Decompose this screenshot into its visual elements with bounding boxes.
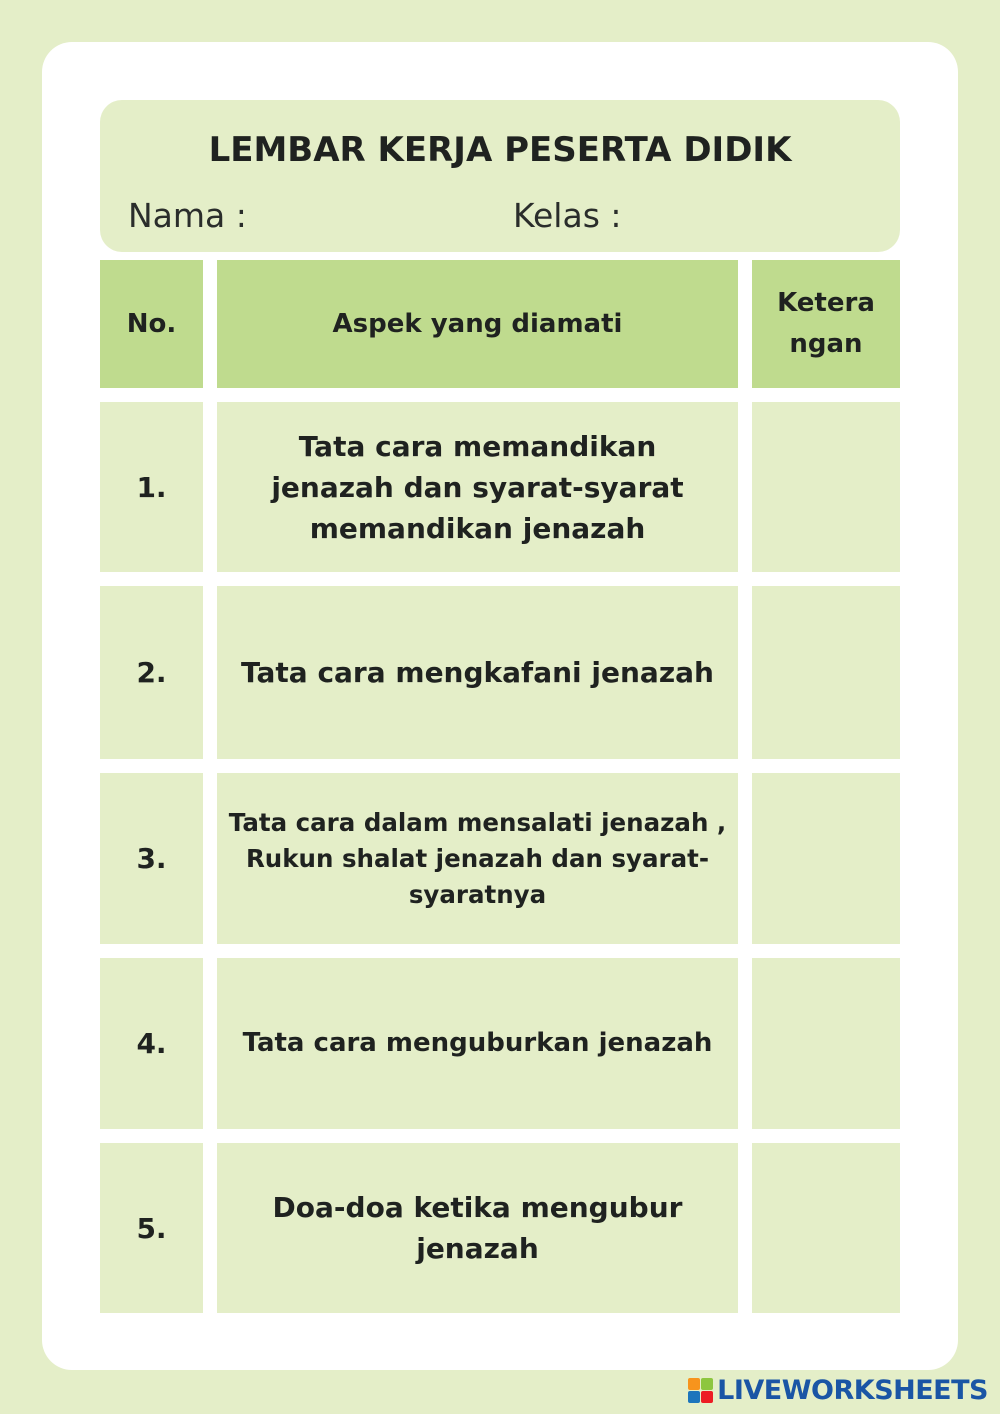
row-3-no: 3. — [100, 773, 203, 944]
row-2-keterangan[interactable] — [752, 586, 900, 759]
row-4-keterangan[interactable] — [752, 958, 900, 1129]
logo-square-4 — [701, 1391, 713, 1403]
row-4-no: 4. — [100, 958, 203, 1129]
worksheet-title: LEMBAR KERJA PESERTA DIDIK — [208, 130, 792, 170]
header-keterangan-line2: ngan — [789, 329, 863, 359]
brand-name: LIVEWORKSHEETS — [717, 1375, 988, 1406]
class-field-label: Kelas : — [513, 196, 622, 235]
logo-square-3 — [688, 1391, 700, 1403]
row-1-no: 1. — [100, 402, 203, 572]
row-3-aspek: Tata cara dalam mensalati jenazah , Rukun shalat jenazah dan syarat-syaratnya — [217, 773, 738, 944]
logo-square-1 — [688, 1378, 700, 1390]
logo-square-2 — [701, 1378, 713, 1390]
row-1-keterangan[interactable] — [752, 402, 900, 572]
row-2-no: 2. — [100, 586, 203, 759]
header-aspek: Aspek yang diamati — [217, 260, 738, 388]
row-5-aspek: Doa-doa ketika mengubur jenazah — [217, 1143, 738, 1313]
row-5-no: 5. — [100, 1143, 203, 1313]
row-2-aspek: Tata cara mengkafani jenazah — [217, 586, 738, 759]
liveworksheets-brand[interactable] — [688, 1375, 988, 1406]
name-field-label: Nama : — [128, 196, 247, 235]
row-1-aspek: Tata cara memandikan jenazah dan syarat-syarat memandikan jenazah — [217, 402, 738, 572]
header-keterangan-text — [777, 283, 875, 365]
header-keterangan-line1: Ketera — [777, 288, 875, 318]
row-5-keterangan[interactable] — [752, 1143, 900, 1313]
row-3-keterangan[interactable] — [752, 773, 900, 944]
header-keterangan — [752, 260, 900, 388]
row-4-aspek: Tata cara menguburkan jenazah — [217, 958, 738, 1129]
header-no: No. — [100, 260, 203, 388]
liveworksheets-logo-icon — [688, 1378, 713, 1403]
